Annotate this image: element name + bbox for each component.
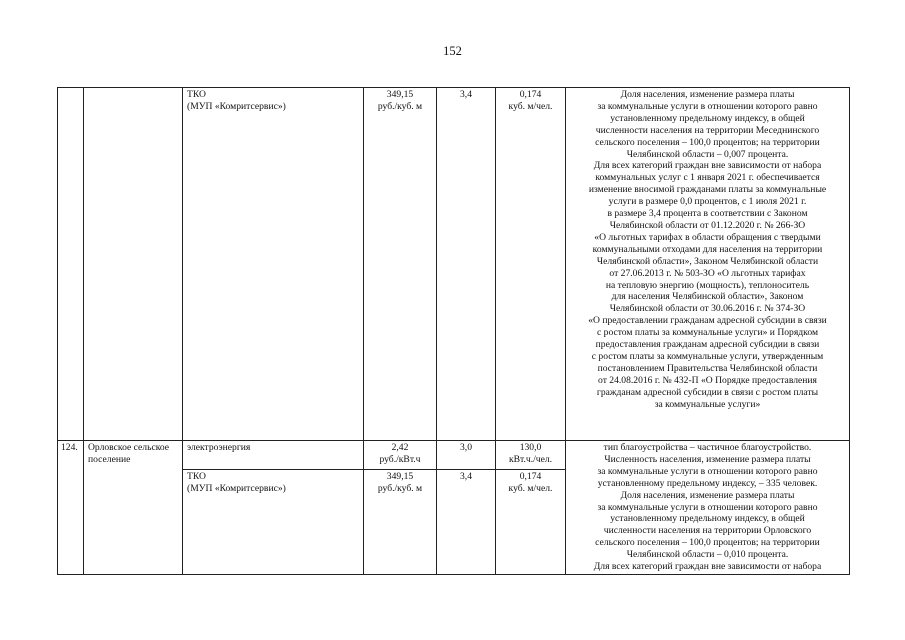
price-cell (364, 88, 437, 441)
description-line: коммунальных услуг с 1 января 2021 г. обеспечивается (595, 172, 820, 184)
description-line: услуги в размере 0,0 процентов, с 1 июля 2021 г. (608, 196, 807, 208)
settlement-name-cell (84, 88, 183, 441)
description-line: за коммунальные услуги в отношении которого равно (597, 100, 818, 112)
percent-value: 3,0 (460, 442, 472, 453)
percent-value: 3,4 (460, 89, 472, 100)
price-unit: руб./куб. м (377, 100, 423, 112)
description-line: предоставления гражданам адресной субсидии в связи (595, 339, 820, 351)
service-name: электроэнергия (187, 442, 251, 453)
standard-cell (496, 470, 566, 575)
description-line: сельского поселения – 100,0 процентов; на территории (595, 136, 820, 148)
description-line: Челябинской области – 0,010 процента. (626, 549, 789, 561)
description-line: Для всех категорий граждан вне зависимости от набора (593, 160, 822, 172)
description-line: на тепловую энергию (мощность), теплоноситель (605, 279, 810, 291)
description-line: Челябинской области от 30.06.2016 г. № 374-ЗО (609, 303, 806, 315)
description-line: с ростом платы за коммунальные услуги» и Порядком (596, 327, 819, 339)
price-value: 349,15 (386, 471, 414, 482)
service-name: ТКО (187, 471, 206, 482)
description-line: тип благоустройства – частичное благоустройство. (603, 442, 812, 453)
standard-value: 130,0 (519, 442, 542, 453)
service-cell (183, 470, 364, 575)
page-number: 152 (443, 44, 462, 58)
description-line: от 27.06.2013 г. № 503-ЗО «О льготных тарифах (609, 267, 806, 279)
description-line: численности населения на территории Орловского (603, 525, 812, 537)
settlement-name: Орловское сельское (88, 442, 170, 453)
description-line: для населения Челябинской области», Законом (611, 291, 804, 303)
description-line: численности населения на территории Меседнинского (595, 124, 820, 136)
price-cell (364, 441, 437, 470)
description-line: гражданам адресной субсидии в связи с ростом платы (596, 386, 819, 398)
standard-unit: куб. м/чел. (508, 100, 553, 112)
standard-cell (496, 441, 566, 470)
description-line: Челябинской области», Законом Челябинской области (596, 255, 819, 267)
service-provider: (МУП «Комритсервис») (187, 482, 286, 494)
description-line: Для всех категорий граждан вне зависимости от набора (593, 561, 822, 573)
service-provider: (МУП «Комритсервис») (187, 100, 286, 112)
description-line: Челябинской области от 01.12.2020 г. № 266-ЗО (609, 219, 806, 231)
description-line: изменение вносимой гражданами платы за коммунальные (588, 184, 827, 196)
description-line: Численность населения, изменение размера платы (604, 453, 811, 465)
service-cell (183, 88, 364, 441)
description-line: в размере 3,4 процента в соответствии с Законом (607, 208, 808, 220)
standard-unit: куб. м/чел. (508, 482, 553, 494)
description-line: Доля населения, изменение размера платы (620, 489, 795, 501)
description-line: Челябинской области – 0,007 процента. (626, 148, 789, 160)
description-line: сельского поселения – 100,0 процентов; на территории (595, 537, 820, 549)
description-line: за коммунальные услуги в отношении которого равно (597, 501, 818, 513)
table-row (58, 441, 850, 470)
description-line: от 24.08.2016 г. № 432-П «О Порядке предоставления (598, 374, 817, 386)
description-line: за коммунальные услуги» (654, 398, 761, 410)
settlement-name: поселение (88, 453, 131, 465)
table-row (58, 88, 850, 441)
price-unit: руб./куб. м (377, 482, 423, 494)
description-line: «О предоставлении гражданам адресной субсидии в связи (588, 315, 827, 327)
percent-value: 3,4 (460, 471, 472, 482)
percent-cell (437, 470, 496, 575)
price-value: 349,15 (386, 89, 414, 100)
standard-cell (496, 88, 566, 441)
service-cell (183, 441, 364, 470)
description-cell (566, 441, 850, 575)
row-number-cell (58, 441, 84, 575)
standard-unit: кВт.ч./чел. (508, 453, 553, 465)
price-cell (364, 470, 437, 575)
percent-cell (437, 88, 496, 441)
description-line: Доля населения, изменение размера платы (620, 89, 795, 100)
description-cell (566, 88, 850, 441)
description-line: постановлением Правительства Челябинской области (597, 362, 818, 374)
description-line: установленному предельному индексу, – 335 человек. (597, 477, 818, 489)
description-line: с ростом платы за коммунальные услуги, утвержденным (591, 350, 824, 362)
description-line: установленному предельному индексу, в общей (610, 513, 805, 525)
description-line: за коммунальные услуги в отношении которого равно (597, 465, 818, 477)
tariff-table (57, 87, 850, 575)
settlement-name-cell (84, 441, 183, 575)
row-number-cell (58, 88, 84, 441)
price-value: 2,42 (391, 442, 409, 453)
description-line: установленному предельному индексу, в общей (610, 112, 805, 124)
price-unit: руб./кВт.ч (379, 453, 421, 465)
standard-value: 0,174 (519, 89, 542, 100)
row-number: 124. (61, 442, 78, 453)
description-line: «О льготных тарифах в области обращения с твердыми (594, 231, 821, 243)
description-line: коммунальными отходами для населения на территории (592, 243, 823, 255)
service-name: ТКО (187, 89, 206, 100)
standard-value: 0,174 (519, 471, 542, 482)
percent-cell (437, 441, 496, 470)
